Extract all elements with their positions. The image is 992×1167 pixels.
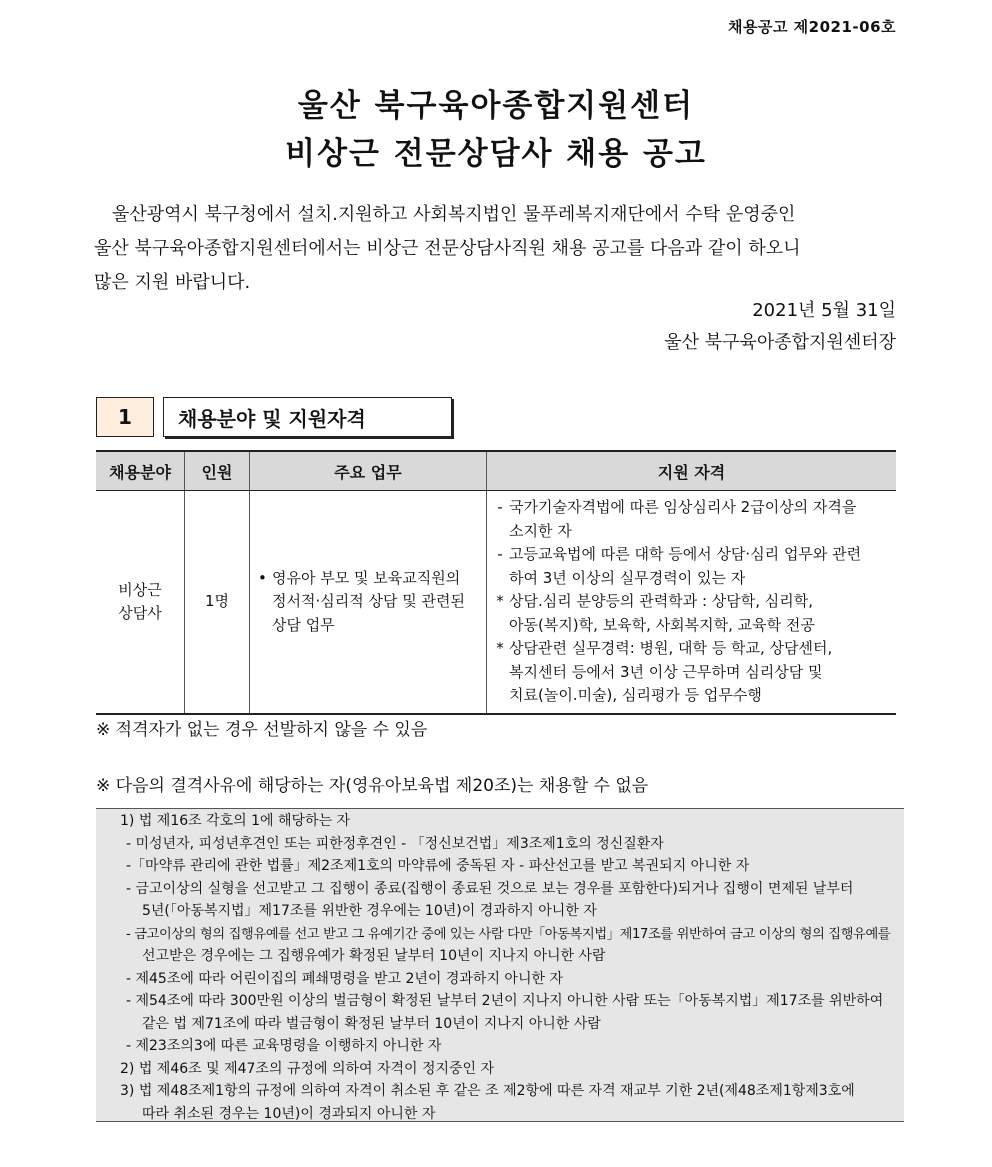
qualification-item (491, 496, 890, 543)
disq-line: - 미성년자, 피성년후견인 또는 피한정후견인 - 「정신보건법」제3조제1호의 정신질환자 (126, 836, 664, 852)
disqualification-box (96, 808, 904, 1122)
asterisk-marker: * (496, 592, 504, 611)
qualification-item (491, 637, 890, 708)
duty-line (258, 614, 480, 638)
qualification-text: 국가기술자격법에 따른 임상심리사 2급이상의 자격을 (509, 498, 857, 517)
cell-count: 1명 (185, 491, 250, 715)
disq-line: 2) 법 제46조 및 제47조의 규정에 의하여 자격이 정지중인 자 (120, 1061, 495, 1077)
header-duty: 주요 업무 (250, 451, 487, 491)
intro-paragraph (94, 198, 896, 300)
notice-number: 채용공고 제2021-06호 (727, 18, 896, 36)
dash-marker: - (497, 498, 503, 517)
qualification-text: 하여 3년 이상의 실무경력이 있는 자 (509, 568, 746, 587)
disq-line: - 제54조에 따라 300만원 이상의 벌금형이 확정된 날부터 2년이 지나지 아니한 사람 또는「아동복지법」제17조를 위반하여 (126, 993, 884, 1009)
qualification-text: 상담관련 실무경력: 병원, 대학 등 학교, 상담센터, (509, 639, 833, 658)
disq-line: - 제45조에 따라 어린이집의 폐쇄명령을 받고 2년이 경과하지 아니한 자 (126, 971, 563, 987)
disq-line: 선고받은 경우에는 그 집행유예가 확정된 날부터 10년이 지나지 아니한 사람 (142, 948, 606, 964)
cell-qualification (487, 491, 897, 715)
header-count: 인원 (185, 451, 250, 491)
disq-line: - 금고이상의 실형을 선고받고 그 집행이 종료(집행이 종료된 것으로 보는 경우를 포함한다)되거나 집행이 면제된 날부터 (126, 881, 854, 897)
header-field: 채용분야 (96, 451, 185, 491)
field-line: 상담사 (118, 604, 162, 622)
recruitment-table (96, 450, 896, 715)
section-title: 채용분야 및 지원자격 (163, 397, 452, 437)
table-row (96, 491, 896, 715)
header-qualification: 지원 자격 (487, 451, 897, 491)
duty-text: 영유아 부모 및 보육교직원의 (272, 568, 461, 587)
qualification-text: 복지센터 등에서 3년 이상 근무하며 심리상담 및 (509, 662, 823, 681)
qualification-text: 치료(놀이.미술), 심리평가 등 업무수행 (509, 686, 762, 705)
asterisk-marker: * (496, 639, 504, 658)
duty-line (258, 567, 480, 591)
disq-line: 1) 법 제16조 각호의 1에 해당하는 자 (120, 813, 351, 829)
disq-line: - 금고이상의 형의 집행유예를 선고 받고 그 유예기간 중에 있는 사람 다만「아동복지법」제17조를 위반하여 금고 이상의 형의 집행유예를 (126, 927, 891, 942)
duty-line (258, 590, 480, 614)
duty-text: 정서적·심리적 상담 및 관련된 (272, 592, 465, 611)
qualification-text: 소지한 자 (509, 521, 572, 540)
intro-line: 울산 북구육아종합지원센터에서는 비상근 전문상담사직원 채용 공고를 다음과 같이 하오니 (94, 238, 801, 259)
intro-line: 많은 지원 바랍니다. (94, 272, 251, 293)
notice-date: 2021년 5월 31일 (752, 300, 896, 321)
cell-duty (250, 491, 487, 715)
qualification-text: 아동(복지)학, 보육학, 사회복지학, 교육학 전공 (509, 615, 815, 634)
intro-line: 울산광역시 북구청에서 설치.지원하고 사회복지법인 물푸레복지재단에서 수탁 운영중인 (112, 204, 796, 225)
qualification-item (491, 590, 890, 637)
disq-line: 따라 취소된 경우는 10년)이 경과되지 아니한 자 (142, 1106, 436, 1122)
table-header-row (96, 451, 896, 491)
disq-line: - 제23조의3에 따른 교육명령을 이행하지 아니한 자 (126, 1038, 442, 1054)
duty-text: 상담 업무 (272, 615, 335, 634)
note-no-candidate: ※ 적격자가 없는 경우 선발하지 않을 수 있음 (96, 720, 428, 740)
disq-line: 같은 법 제71조에 따라 벌금형이 확정된 날부터 10년이 지나지 아니한 사람 (142, 1016, 601, 1032)
bullet-icon: • (258, 568, 267, 587)
qualification-item (491, 543, 890, 590)
disq-line: 3) 법 제48조제1항의 규정에 의하여 자격이 취소된 후 같은 조 제2항에 따른 자격 재교부 기한 2년(제48조제1항제3호에 (120, 1083, 855, 1099)
title-line-1: 울산 북구육아종합지원센터 (297, 88, 695, 124)
dash-marker: - (497, 545, 503, 564)
cell-field (96, 491, 185, 715)
title-line-2: 비상근 전문상담사 채용 공고 (285, 136, 707, 172)
disq-line: 5년(「아동복지법」제17조를 위반한 경우에는 10년)이 경과하지 아니한 자 (142, 903, 597, 919)
signer: 울산 북구육아종합지원센터장 (664, 332, 896, 353)
qualification-text: 상담.심리 분양등의 관력학과 : 상담학, 심리학, (509, 592, 814, 611)
note-disqualification: ※ 다음의 결격사유에 해당하는 자(영유아보육법 제20조)는 채용할 수 없음 (96, 776, 649, 796)
field-line: 비상근 (118, 580, 162, 599)
disq-line: -「마약류 관리에 관한 법률」제2조제1호의 마약류에 중독된 자 - 파산선고를 받고 복권되지 아니한 자 (126, 858, 750, 874)
section-number: 1 (96, 397, 154, 437)
qualification-text: 고등교육법에 따른 대학 등에서 상담·심리 업무와 관련 (509, 545, 862, 564)
